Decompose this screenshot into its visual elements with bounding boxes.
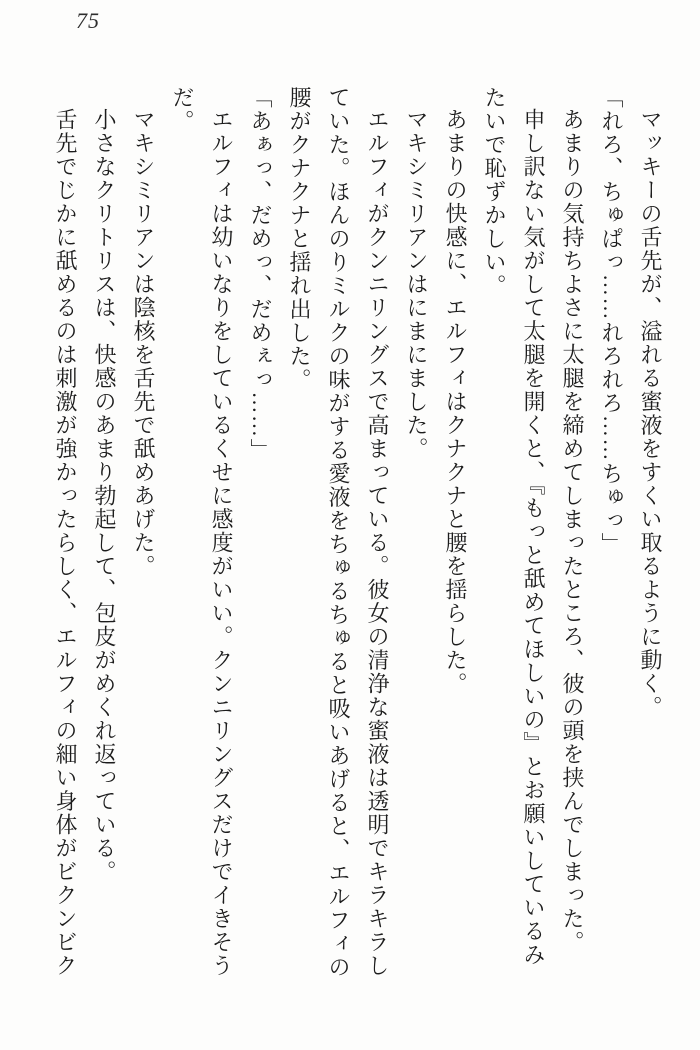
text-line: マッキーの舌先が、溢れる蜜液をすくい取るように動く。 bbox=[638, 108, 663, 719]
text-line: 「あぁっ、だめっ、だめぇっ……」 bbox=[248, 86, 273, 462]
text-line: マキシミリアンは陰核を舌先で舐めあげた。 bbox=[131, 108, 156, 578]
text-line: 小さなクリトリスは、快感のあまり勃起して、包皮がめくれ返っている。 bbox=[92, 108, 117, 884]
text-line: たいで恥ずかしい。 bbox=[482, 86, 507, 298]
text-line: 舌先でじかに舐めるのは刺激が強かったらしく、エルフィの細い身体がビクンビク bbox=[53, 108, 78, 978]
text-line: 「れろ、ちゅぱっ……れろれろ……ちゅっ」 bbox=[599, 86, 624, 556]
text-line: エルフィは幼いなりをしているくせに感度がいい。クンニリングスだけでイきそう bbox=[209, 108, 234, 978]
text-line: エルフィがクンニリングスで高まっている。彼女の清浄な蜜液は透明でキラキラし bbox=[365, 108, 390, 978]
page-text bbox=[46, 86, 670, 1028]
text-line: あまりの快感に、エルフィはクナクナと腰を揺らした。 bbox=[443, 108, 468, 696]
text-line: 申し訳ない気がして太腿を開くと、『もっと舐めてほしいの』とお願いしているみ bbox=[521, 108, 546, 967]
text-line: 腰がクナクナと揺れ出した。 bbox=[287, 86, 312, 392]
text-line: マキシミリアンはにまにました。 bbox=[404, 108, 429, 461]
page-number: 75 bbox=[76, 8, 100, 33]
text-line: ていた。ほんのりミルクの味がする愛液をちゅるちゅると吸いあげると、エルフィの bbox=[326, 86, 351, 979]
text-line: あまりの気持ちよさに太腿を締めてしまったところ、彼の頭を挟んでしまった。 bbox=[560, 108, 585, 954]
text-line: だ。 bbox=[170, 86, 195, 133]
